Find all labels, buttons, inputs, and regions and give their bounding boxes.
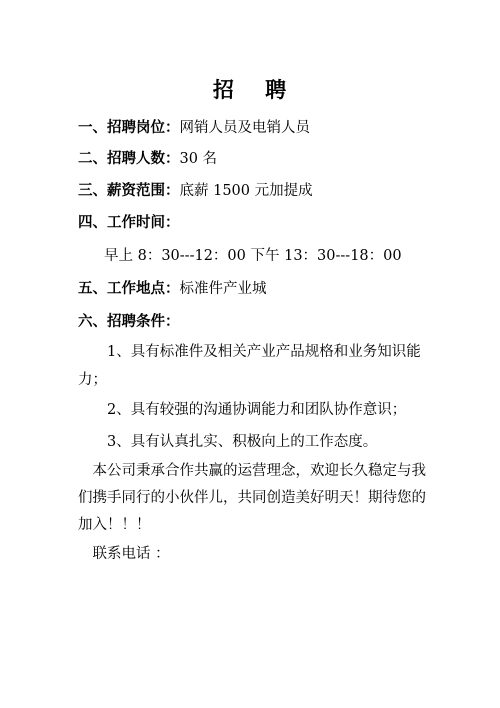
section-salary bbox=[78, 181, 313, 201]
section-value: 标准件产业城 bbox=[179, 281, 267, 297]
section-location bbox=[78, 279, 267, 299]
section-value: 网销人员及电销人员 bbox=[179, 120, 310, 136]
section-heading: 三、薪资范围： bbox=[78, 183, 180, 199]
work-time-text: 早上 8：30---12：00 下午 13：30---18：00 bbox=[104, 248, 402, 264]
section-heading: 六、招聘条件： bbox=[78, 314, 180, 330]
section-value: 底薪 1500 元加提成 bbox=[179, 183, 313, 199]
section-position bbox=[78, 118, 310, 138]
section-requirements bbox=[78, 312, 180, 332]
section-heading: 五、工作地点： bbox=[78, 281, 180, 297]
requirement-item-2: 2、具有较强的沟通协调能力和团队协作意识； bbox=[78, 402, 407, 418]
section-heading: 一、招聘岗位： bbox=[78, 120, 180, 136]
section-work-hours bbox=[78, 213, 180, 233]
requirement-item-3: 3、具有认真扎实、积极向上的工作态度。 bbox=[78, 434, 378, 450]
section-heading: 二、招聘人数： bbox=[78, 151, 180, 167]
section-value: 30 名 bbox=[179, 151, 218, 167]
closing-paragraph: 本公司秉承合作共赢的运营理念，欢迎长久稳定与我们携手同行的小伙伴儿，共同创造美好明天！期待您的加入！！！ bbox=[78, 463, 426, 533]
section-heading: 四、工作时间： bbox=[78, 215, 180, 231]
section-headcount bbox=[78, 149, 217, 169]
contact-phone-label: 联系电话 ： bbox=[78, 546, 170, 562]
requirement-item-1: 1、具有标准件及相关产业产品规格和业务知识能力； bbox=[78, 344, 421, 388]
page-title: 招 聘 bbox=[212, 78, 288, 102]
